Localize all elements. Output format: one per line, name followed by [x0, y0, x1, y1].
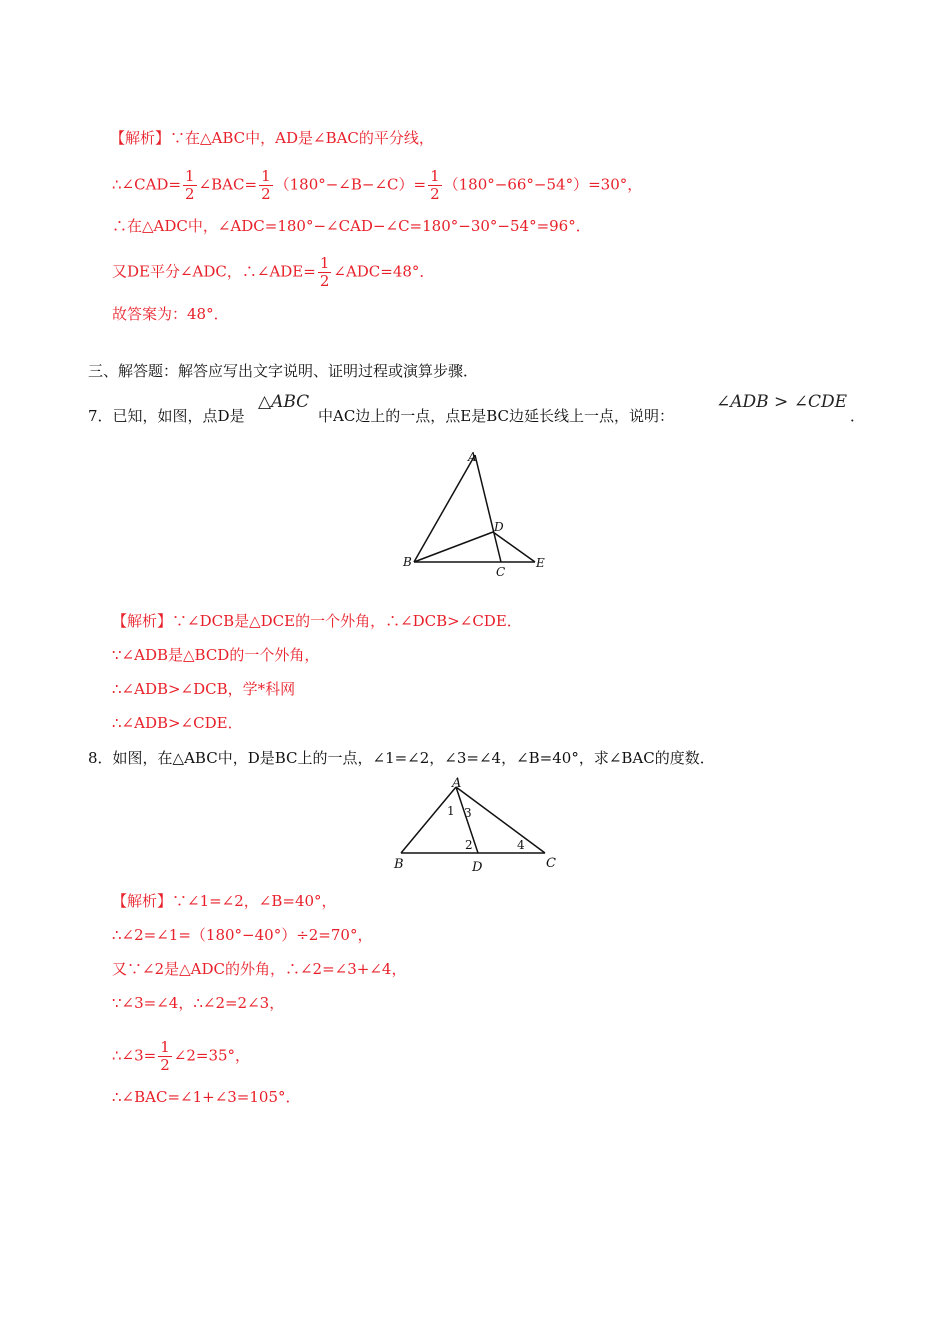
- label-c: C: [496, 565, 506, 579]
- fraction-half: $\frac{1}{2}$: [430, 167, 440, 203]
- q7-text-end: ．: [850, 407, 866, 425]
- label-a: A: [468, 450, 477, 464]
- segment-ac: [475, 455, 501, 562]
- label-d: D: [472, 860, 483, 875]
- segment-ab: [401, 787, 456, 853]
- label-b: B: [403, 555, 412, 569]
- label-a: A: [452, 776, 462, 791]
- angle-4: 4: [517, 838, 525, 852]
- fraction-half: $\frac{1}{2}$: [319, 254, 330, 290]
- label-c: C: [546, 856, 556, 871]
- q7-sol-line3: ∴∠ADB>∠DCB，学*科网: [112, 680, 296, 698]
- q7-figure: [395, 445, 555, 580]
- q8-sol5-end: ∠2=35°，: [173, 1046, 251, 1065]
- sol6-line4: [112, 255, 434, 290]
- sol6-line1: 【解析】∵在△ABC中，AD是∠BAC的平分线，: [110, 129, 434, 147]
- section-heading: 三、解答题：解答应写出文字说明、证明过程或演算步骤．: [88, 362, 479, 380]
- q8-sol-line2: ∴∠2=∠1=（180°−40°）÷2=70°，: [112, 926, 373, 944]
- q7-formula-inequality: ∠ADB > ∠CDE: [716, 392, 847, 412]
- sol6-line4-end: ∠ADC=48°．: [333, 262, 435, 281]
- sol6-line5: 故答案为：48°．: [112, 305, 229, 323]
- q8-sol-line4: ∵∠3=∠4，∴∠2=2∠3，: [112, 994, 285, 1012]
- q8-sol-line1: 【解析】∵∠1=∠2，∠B=40°，: [112, 892, 337, 910]
- q7-text-a: 7．已知，如图，点D是: [88, 407, 245, 425]
- angle-3: 3: [464, 806, 472, 820]
- q7-formula-triangle: △ABC: [258, 392, 310, 412]
- fraction-half: $\frac{1}{2}$: [160, 1038, 170, 1074]
- sol6-line3: ∴在△ADC中，∠ADC=180°−∠CAD−∠C=180°−30°−54°=96°．: [112, 217, 591, 235]
- q8-sol-line3: 又∵∠2是△ADC的外角，∴∠2=∠3+∠4，: [112, 960, 407, 978]
- fraction-half: $\frac{1}{2}$: [185, 167, 195, 203]
- angle-2: 2: [465, 838, 473, 852]
- label-d: D: [494, 520, 504, 534]
- q8-sol-line6: ∴∠BAC=∠1+∠3=105°．: [112, 1088, 301, 1106]
- label-e: E: [536, 556, 545, 570]
- sol6-line2-pre: ∴∠CAD=: [112, 175, 182, 194]
- sol6-line2-mid2: （180°−∠B−∠C）=: [274, 175, 427, 194]
- sol6-line2-end: （180°−66°−54°）=30°，: [443, 175, 643, 194]
- q8-sol-line5: [112, 1039, 250, 1074]
- sol6-line2: [112, 168, 642, 203]
- q8-figure: [385, 775, 570, 875]
- label-b: B: [394, 857, 404, 872]
- q7-sol-line2: ∵∠ADB是△BCD的一个外角，: [112, 646, 320, 664]
- q8-sol5-pre: ∴∠3=: [112, 1046, 157, 1065]
- angle-1: 1: [447, 804, 455, 818]
- q8-text: 8．如图，在△ABC中，D是BC上的一点，∠1=∠2，∠3=∠4，∠B=40°，求∠BAC的度数．: [88, 749, 715, 767]
- q7-sol-line4: ∴∠ADB>∠CDE．: [112, 714, 243, 732]
- sol6-line2-mid1: ∠BAC=: [198, 175, 258, 194]
- q7-sol-line1: 【解析】∵∠DCB是△DCE的一个外角，∴∠DCB>∠CDE．: [112, 612, 522, 630]
- sol6-line4-pre: 又DE平分∠ADC，∴∠ADE=: [112, 262, 316, 281]
- fraction-half: $\frac{1}{2}$: [261, 167, 271, 203]
- q7-text-b: 中AC边上的一点，点E是BC边延长线上一点，说明：: [318, 407, 675, 425]
- segment-ab: [414, 455, 475, 562]
- segment-bd: [414, 532, 493, 562]
